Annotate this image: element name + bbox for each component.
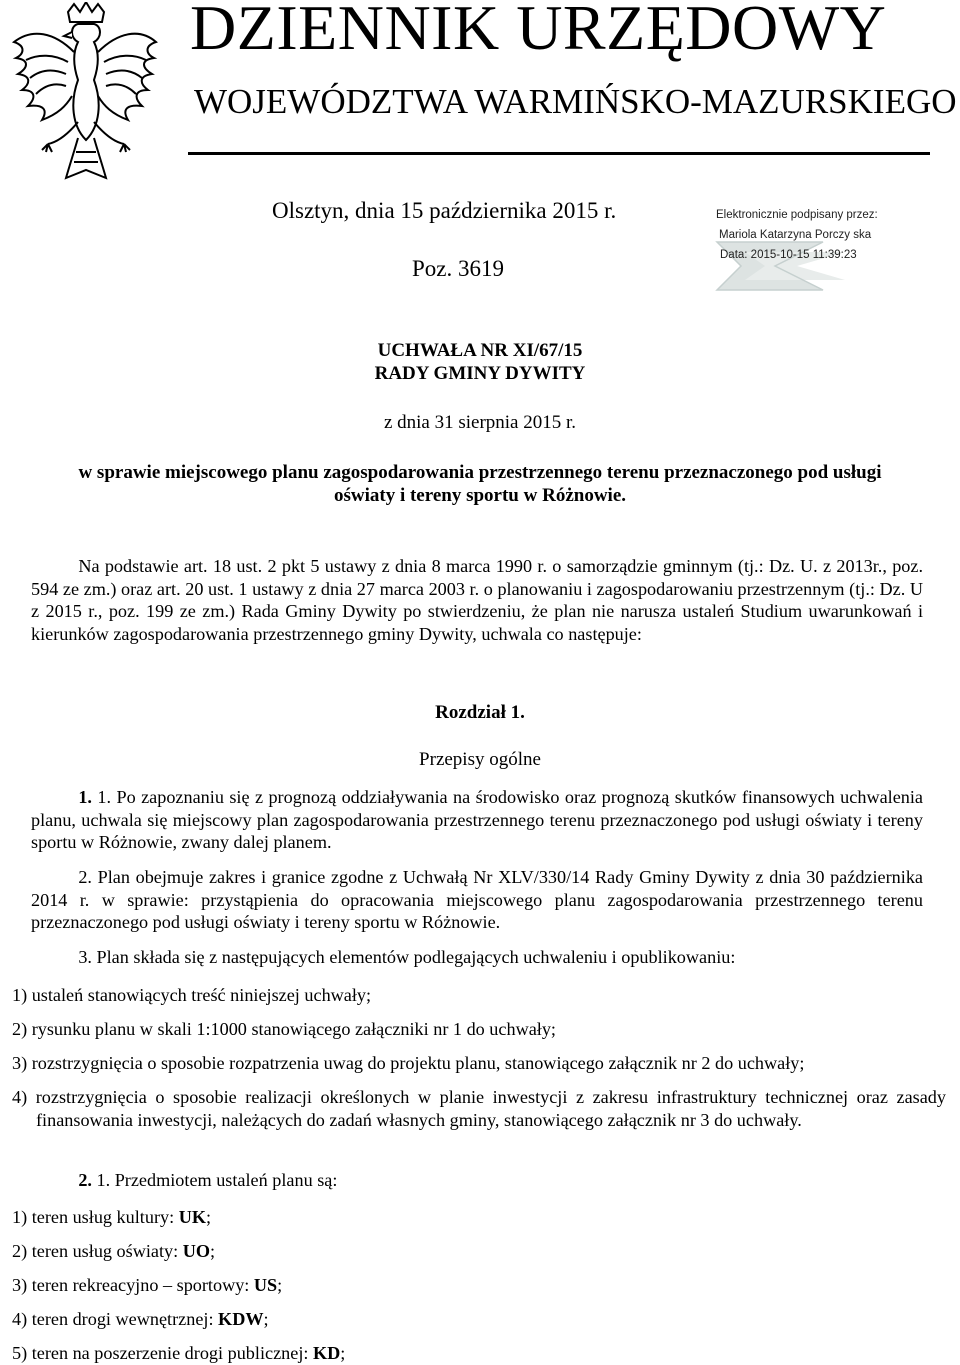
zone-list-item bbox=[12, 1308, 922, 1331]
section-1-label: 1. bbox=[78, 787, 92, 807]
publication-place-date: Olsztyn, dnia 15 października 2015 r. bbox=[272, 198, 617, 223]
position-number: Poz. 3619 bbox=[412, 256, 504, 281]
list-item: 2) rysunku planu w skali 1:1000 stanowiącego załączniki nr 1 do uchwały; bbox=[12, 1019, 556, 1039]
zone-list-item bbox=[12, 1342, 922, 1365]
chapter-title: Przepisy ogólne bbox=[419, 749, 541, 770]
signature-mark-icon bbox=[715, 238, 855, 294]
section-1-paragraph-2: 2. Plan obejmuje zakres i granice zgodne z Uchwałą Nr XLV/330/14 Rady Gminy Dywity z dnia 30 października 2014 r. w sprawie: przystąpienia do opracowania miejscowego planu zagospodarowania przestrzennego terenu przeznaczonego pod usługi oświaty i tereny sportu w Różnowie. bbox=[31, 867, 923, 932]
zone-label: 4) teren drogi wewnętrznej: bbox=[12, 1309, 219, 1329]
gazette-title: DZIENNIK URZĘDOWY bbox=[190, 0, 887, 63]
resolution-number: UCHWAŁA NR XI/67/15 bbox=[377, 340, 583, 361]
zone-code: US bbox=[253, 1275, 278, 1295]
section-2-label: 2. bbox=[78, 1170, 92, 1190]
header-rule bbox=[188, 152, 930, 155]
paragraph-text: 1. Przedmiotem ustaleń planu są: bbox=[91, 1170, 338, 1190]
zone-label: 5) teren na poszerzenie drogi publicznej: bbox=[12, 1343, 313, 1363]
list-item: 1) ustaleń stanowiących treść niniejszej uchwały; bbox=[12, 985, 372, 1005]
section-2-paragraph-1 bbox=[31, 1169, 923, 1192]
zone-code: UK bbox=[178, 1207, 206, 1227]
zone-list-item bbox=[12, 1240, 922, 1263]
resolution-subject-line2: oświaty i tereny sportu w Różnowie. bbox=[333, 485, 626, 506]
zone-list-item bbox=[12, 1206, 922, 1229]
zone-label: 3) teren rekreacyjno – sportowy: bbox=[12, 1275, 254, 1295]
zone-label: 2) teren usług oświaty: bbox=[12, 1241, 183, 1261]
signature-label: Elektronicznie podpisany przez: bbox=[716, 209, 878, 221]
council-name: RADY GMINY DYWITY bbox=[374, 363, 586, 384]
paragraph-number: 1. bbox=[91, 787, 112, 807]
resolution-subject-line1: w sprawie miejscowego planu zagospodarowania przestrzennego terenu przeznaczonego pod usługi bbox=[78, 462, 882, 483]
chapter-heading: Rozdział 1. bbox=[435, 702, 525, 723]
preamble: Na podstawie art. 18 ust. 2 pkt 5 ustawy z dnia 8 marca 1990 r. o samorządzie gminnym (tj.: Dz. U. z 2013r., poz. 594 ze zm.) oraz art. 20 ust. 1 ustawy z dnia 27 marca 2003 r. o planowaniu i zagospodarowaniu przestrzennym (tj.: Dz. U z 2015 r., poz. 199 ze zm.) Rada Gminy Dywity po stwierdzeniu, że plan nie narusza ustaleń Studium uwarunkowań i kierunków zagospodarowania przestrzennego gminy Dywity, uchwala co następuje: bbox=[31, 556, 923, 644]
gazette-subtitle: WOJEWÓDZTWA WARMIŃSKO-MAZURSKIEGO bbox=[194, 82, 957, 121]
paragraph-text: Po zapoznaniu się z prognozą oddziaływania na środowisko oraz prognozą skutków finansowych uchwalenia planu, uchwala się miejscowy plan zagospodarowania przestrzennego terenu przeznaczonego pod usługi oświaty i tereny sportu w Różnowie, zwany dalej planem. bbox=[31, 787, 923, 852]
zone-end: ; bbox=[340, 1343, 346, 1363]
signature-date: Data: 2015-10-15 11:39:23 bbox=[720, 249, 857, 261]
zone-code: KD bbox=[312, 1343, 341, 1363]
section-1-paragraph-3: 3. Plan składa się z następujących elementów podlegających uchwaleniu i opublikowaniu: bbox=[78, 947, 736, 967]
section-1-paragraph-1 bbox=[31, 786, 923, 854]
list-item: 4) rozstrzygnięcia o sposobie realizacji określonych w planie inwestycji z zakresu infrastruktury technicznej oraz zasady finansowania inwestycji, należących do zadań własnych gminy, stanowiącego załącznik nr 3 do uchwały. bbox=[12, 1087, 946, 1130]
zone-code: UO bbox=[182, 1241, 211, 1261]
zone-label: 1) teren usług kultury: bbox=[12, 1207, 179, 1227]
zone-end: ; bbox=[205, 1207, 212, 1227]
zone-end: ; bbox=[210, 1241, 216, 1261]
resolution-date: z dnia 31 sierpnia 2015 r. bbox=[383, 412, 577, 433]
list-item: 3) rozstrzygnięcia o sposobie rozpatrzenia uwag do projektu planu, stanowiącego załącznik nr 2 do uchwały; bbox=[12, 1053, 805, 1073]
zone-list-item bbox=[12, 1274, 922, 1297]
polish-eagle-emblem-icon bbox=[8, 2, 158, 186]
zone-end: ; bbox=[263, 1309, 269, 1329]
zone-end: ; bbox=[277, 1275, 283, 1295]
signer-name: Mariola Katarzyna Porczy ska bbox=[719, 229, 872, 241]
zone-code: KDW bbox=[218, 1309, 264, 1329]
